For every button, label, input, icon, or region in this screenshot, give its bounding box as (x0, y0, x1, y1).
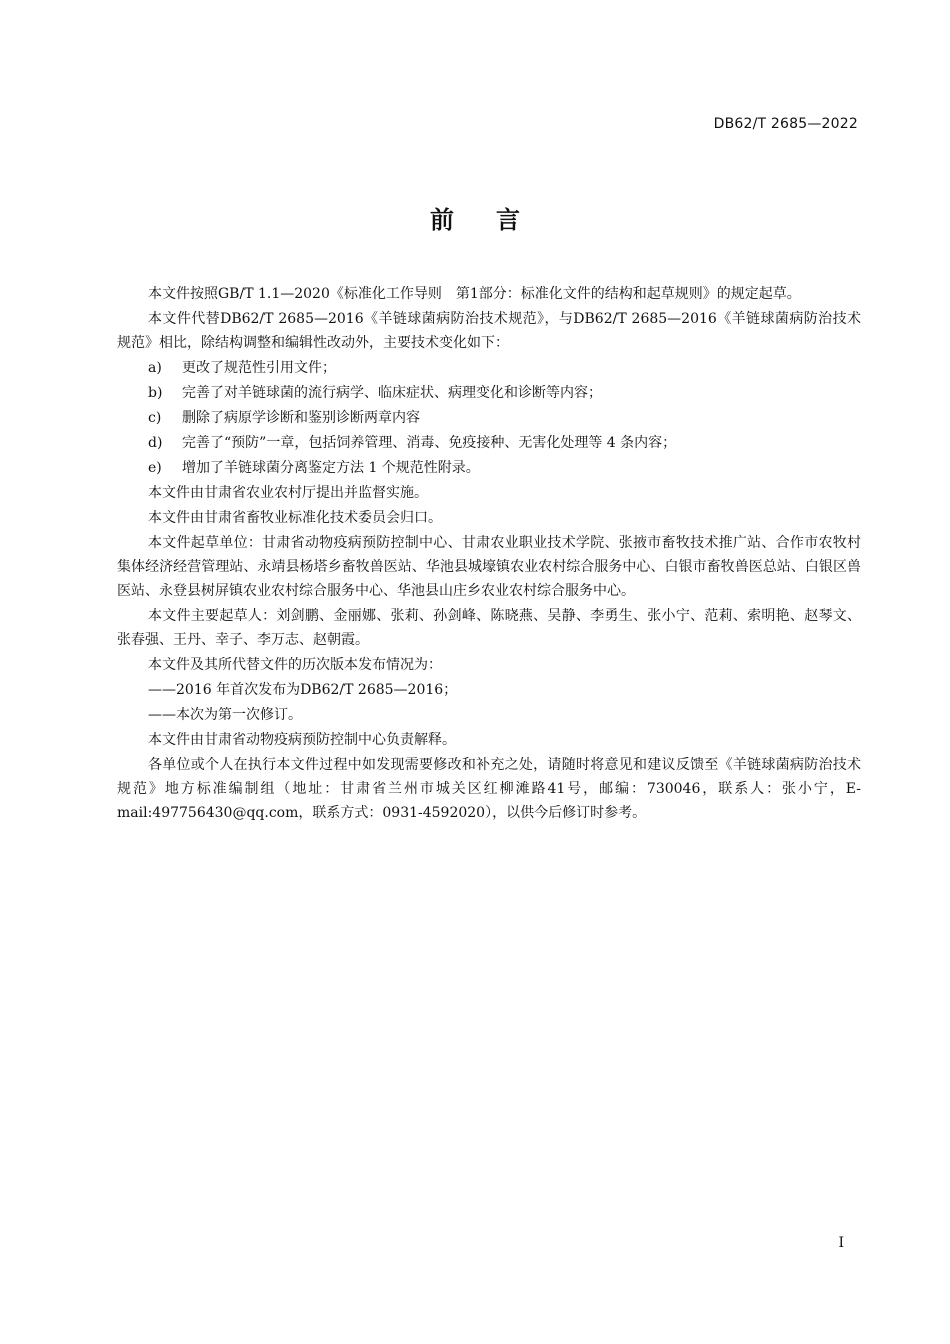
list-item (117, 381, 861, 405)
list-item-text: 删除了病原学诊断和鉴别诊断两章内容 (182, 410, 420, 426)
list-marker: d) (148, 435, 163, 451)
list-item (117, 356, 861, 380)
paragraph-version-history: 本文件及其所代替文件的历次版本发布情况为： (148, 657, 442, 673)
paragraph-revision: ——本次为第一次修订。 (148, 707, 302, 723)
list-marker: e) (148, 460, 162, 476)
page-title: 前言 (430, 206, 562, 234)
list-marker: b) (148, 385, 163, 401)
paragraph-feedback: 各单位或个人在执行本文件过程中如发现需要修改和补充之处，请随时将意见和建议反馈至《羊链球菌病防治技术规范》地方标准编制组（地址：甘肃省兰州市城关区红柳滩路41号，邮编：730046，联系人：张小宁，E-mail:497756430@qq.com，联系方式：0931-4592020），以供今后修订时参考。 (117, 757, 861, 821)
list-item (117, 456, 861, 480)
paragraph-replacement: 本文件代替DB62/T 2685—2016《羊链球菌病防治技术规范》，与DB62/T 2685—2016《羊链球菌病防治技术规范》相比，除结构调整和编辑性改动外，主要技术变化如下： (117, 311, 861, 351)
paragraph-first-release: ——2016 年首次发布为DB62/T 2685—2016； (148, 682, 458, 698)
foreword-body (117, 282, 861, 826)
paragraph-proposer: 本文件由甘肃省农业农村厅提出并监督实施。 (148, 485, 428, 501)
paragraph-drafting-basis: 本文件按照GB/T 1.1—2020《标准化工作导则 第1部分：标准化文件的结构和起草规则》的规定起草。 (148, 286, 801, 302)
standard-code: DB62/T 2685—2022 (713, 116, 858, 132)
paragraph-drafting-units: 本文件起草单位：甘肃省动物疫病预防控制中心、甘肃农业职业技术学院、张掖市畜牧技术推广站、合作市农牧村集体经济经营管理站、永靖县杨塔乡畜牧兽医站、华池县城壕镇农业农村综合服务中心、白银市畜牧兽医总站、白银区兽医站、永登县树屏镇农业农村综合服务中心、华池县山庄乡农业农村综合服务中心。 (117, 535, 861, 599)
list-item-text: 完善了“预防”一章，包括饲养管理、消毒、免疫接种、无害化处理等 4 条内容； (182, 435, 677, 451)
list-marker: c) (148, 410, 162, 426)
list-item-text: 更改了规范性引用文件； (182, 360, 336, 376)
paragraph-committee: 本文件由甘肃省畜牧业标准化技术委员会归口。 (148, 510, 442, 526)
list-item (117, 406, 861, 430)
page-number: I (838, 1235, 844, 1251)
list-item-text: 完善了对羊链球菌的流行病学、临床症状、病理变化和诊断等内容； (182, 385, 602, 401)
list-item (117, 431, 861, 455)
list-item-text: 增加了羊链球菌分离鉴定方法 1 个规范性附录。 (182, 460, 480, 476)
list-marker: a) (148, 360, 162, 376)
paragraph-interpretation: 本文件由甘肃省动物疫病预防控制中心负责解释。 (148, 732, 456, 748)
paragraph-drafters: 本文件主要起草人：刘剑鹏、金丽娜、张莉、孙剑峰、陈晓燕、吴静、李勇生、张小宁、范莉、索明艳、赵琴文、张春强、王丹、幸子、李万志、赵朝霞。 (117, 608, 861, 648)
